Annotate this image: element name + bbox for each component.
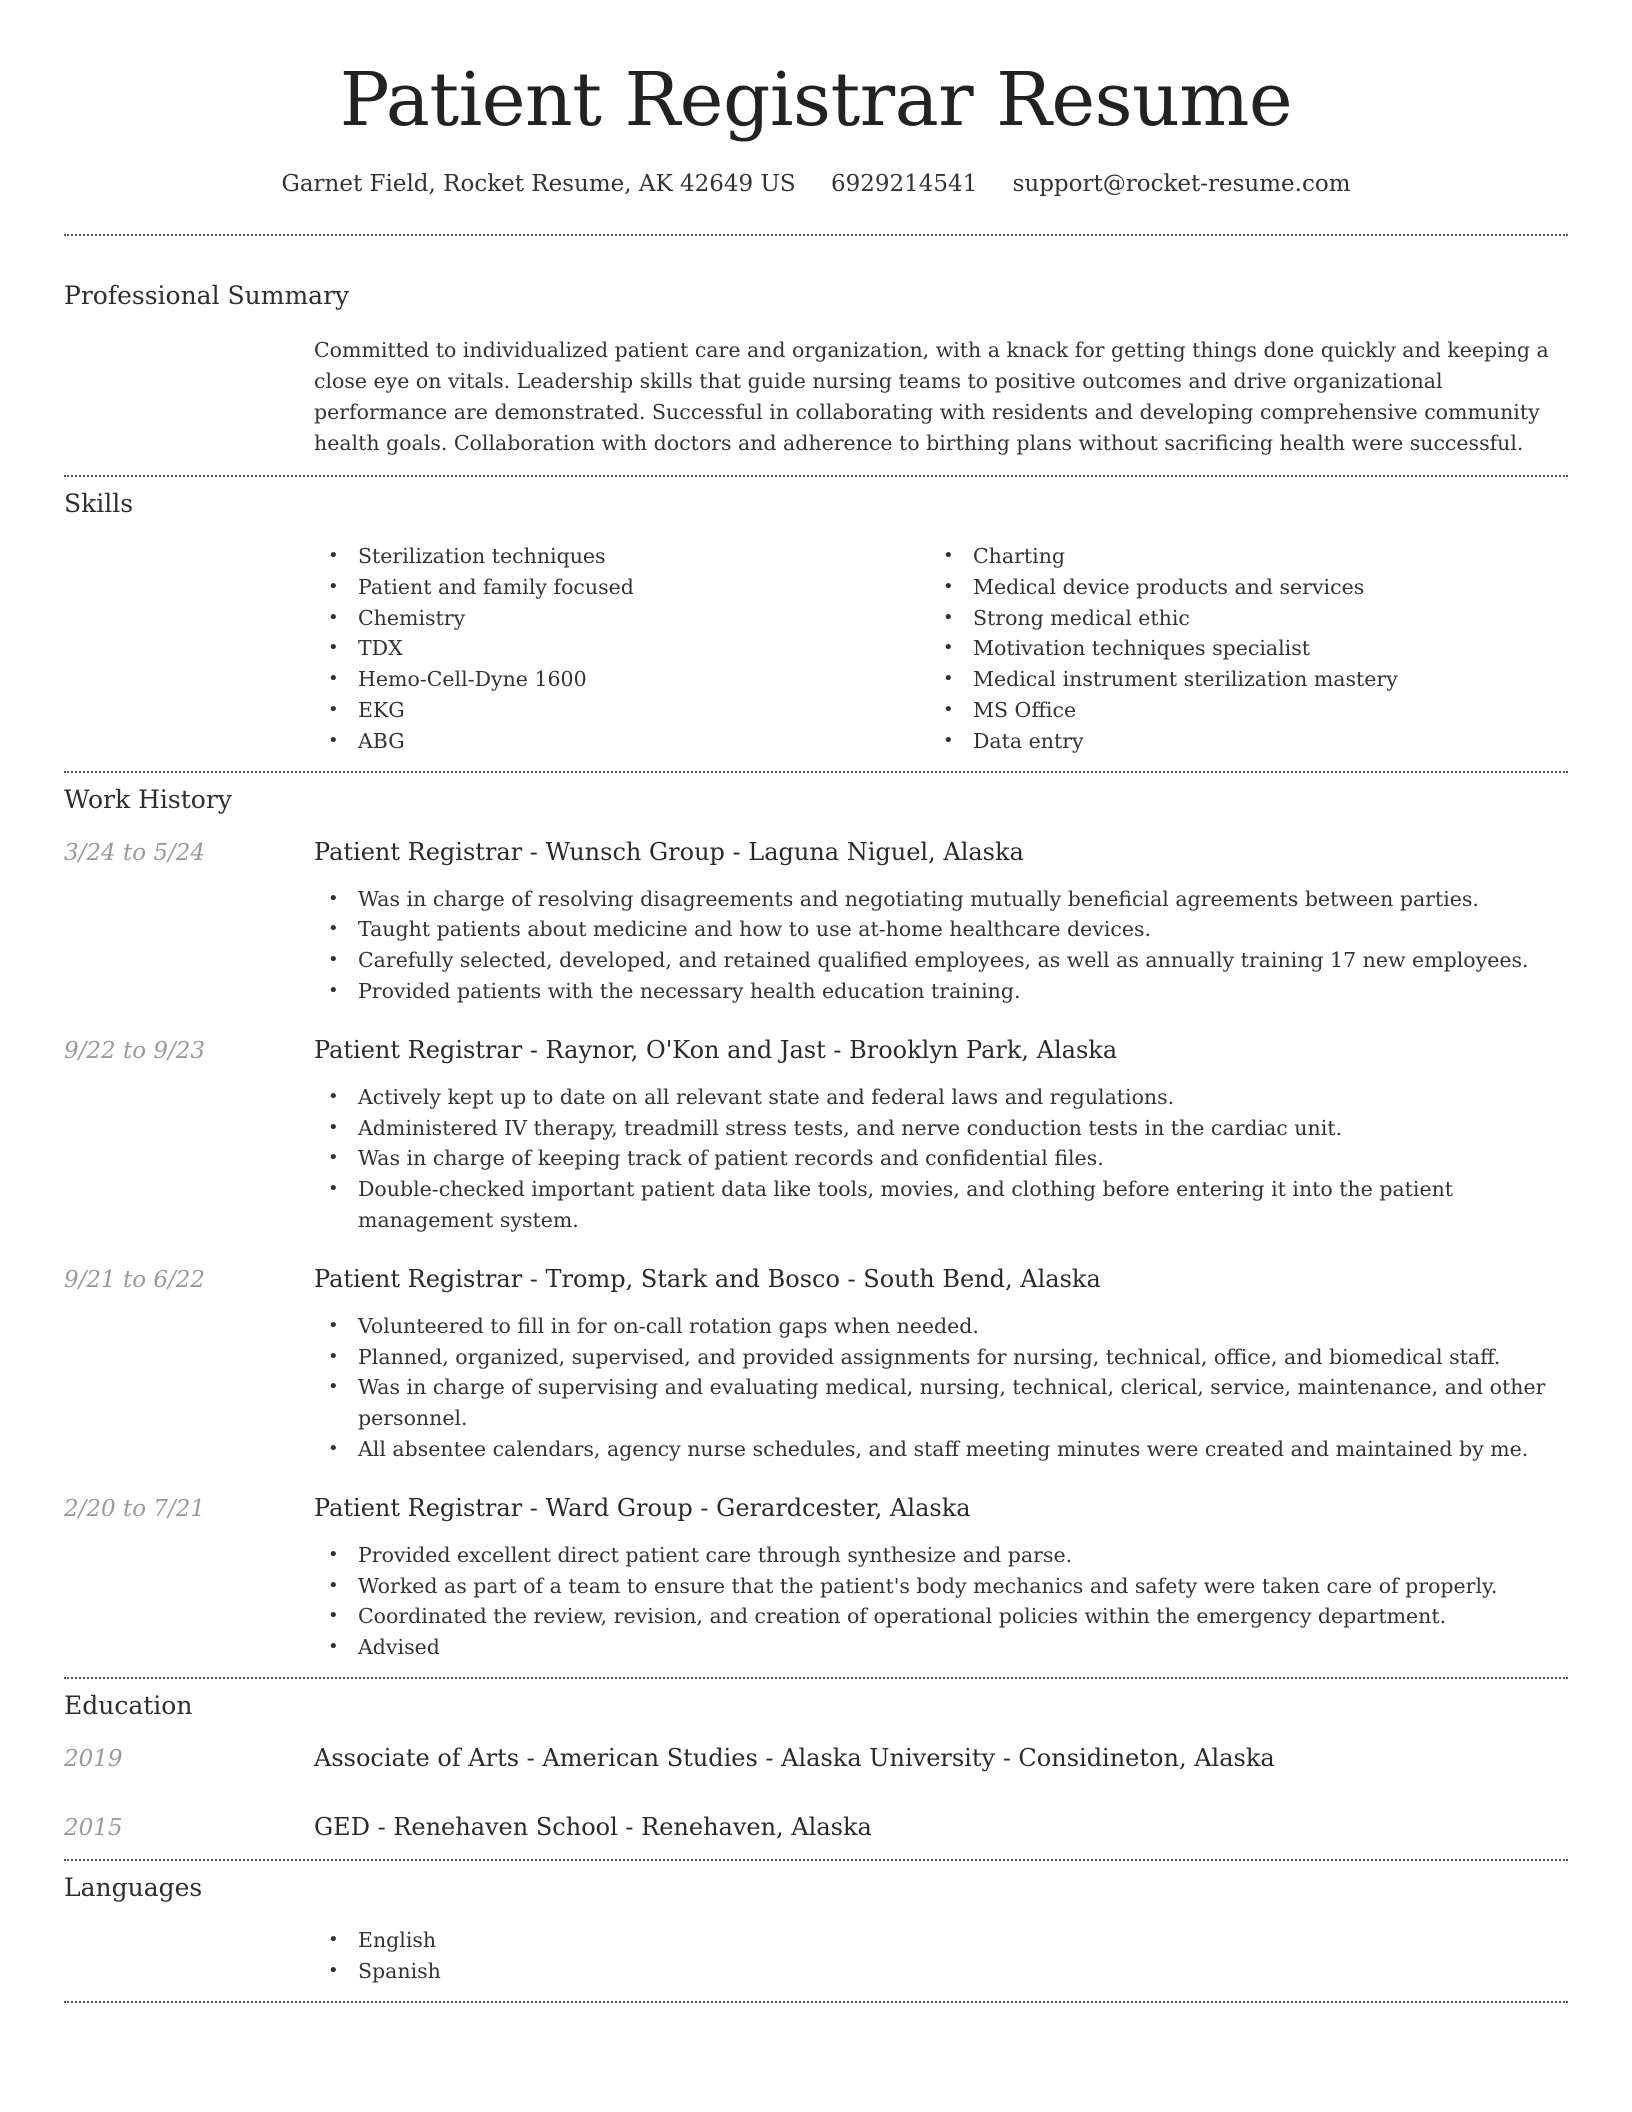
job-bullet: • Carefully selected, developed, and retained qualified employees, as well as annually training 17 new employees. (314, 945, 1568, 976)
job-date: 2/20 to 7/21 (64, 1495, 206, 1522)
job-title: Patient Registrar - Wunsch Group - Laguna Niguel, Alaska (314, 837, 1024, 866)
job-bullet: • Double-checked important patient data like tools, movies, and clothing before entering it into the patient management system. (314, 1174, 1568, 1236)
job-bullet: • Advised (314, 1632, 1568, 1663)
contact-email: support@rocket-resume.com (1012, 171, 1351, 197)
job-bullet: • Coordinated the review, revision, and creation of operational policies within the emergency department. (314, 1601, 1568, 1632)
job-bullet: • Provided patients with the necessary health education training. (314, 976, 1568, 1007)
job-date: 9/21 to 6/22 (64, 1266, 206, 1293)
skill-item: • Charting (929, 541, 1544, 572)
skills-section (64, 477, 1568, 771)
job-bullet: • Was in charge of supervising and evaluating medical, nursing, technical, clerical, service, maintenance, and other personnel. (314, 1372, 1568, 1434)
skill-item: • Chemistry (314, 603, 929, 634)
summary-text: Committed to individualized patient care and organization, with a knack for getting things done quickly and keeping a close eye on vitals. Leadership skills that guide nursing teams to positive outcomes and drive organizational performance are demonstrated. Successful in collaborating with residents and developing comprehensive community health goals. Collaboration with doctors and adherence to birthing plans without sacrificing health were successful. (314, 338, 1549, 455)
contact-address: Garnet Field, Rocket Resume, AK 42649 US (281, 171, 796, 197)
education-degree: GED - Renehaven School - Renehaven, Alaska (314, 1812, 872, 1841)
job-entry (64, 1033, 1568, 1236)
resume-title: Patient Registrar Resume (339, 57, 1293, 143)
languages-heading: Languages (64, 1872, 203, 1902)
job-date: 9/22 to 9/23 (64, 1037, 206, 1064)
languages-list (314, 1925, 1568, 1987)
job-bullets (314, 884, 1568, 1007)
job-bullet: • Volunteered to fill in for on-call rotation gaps when needed. (314, 1311, 1568, 1342)
job-bullet: • Provided excellent direct patient care through synthesize and parse. (314, 1540, 1568, 1571)
languages-section (64, 1861, 1568, 2001)
job-bullets (314, 1082, 1568, 1236)
job-entry (64, 1491, 1568, 1663)
language-item: • Spanish (314, 1956, 1568, 1987)
job-bullet: • All absentee calendars, agency nurse schedules, and staff meeting minutes were created and maintained by me. (314, 1434, 1568, 1465)
job-entry (64, 1262, 1568, 1465)
work-history-heading: Work History (64, 784, 232, 814)
skills-columns (314, 541, 1568, 757)
education-heading: Education (64, 1690, 193, 1720)
skills-list-right (929, 541, 1544, 757)
skill-item: • MS Office (929, 695, 1544, 726)
education-year: 2019 (64, 1745, 123, 1772)
job-bullet: • Was in charge of keeping track of patient records and confidential files. (314, 1143, 1568, 1174)
job-bullets (314, 1540, 1568, 1663)
job-bullet: • Planned, organized, supervised, and provided assignments for nursing, technical, office, and biomedical staff. (314, 1342, 1568, 1373)
contact-phone: 6929214541 (830, 171, 978, 197)
work-history-section (64, 773, 1568, 1677)
skill-item: • Hemo-Cell-Dyne 1600 (314, 664, 929, 695)
job-entry (64, 835, 1568, 1007)
language-item: • English (314, 1925, 1568, 1956)
skill-item: • EKG (314, 695, 929, 726)
job-date: 3/24 to 5/24 (64, 839, 206, 866)
skill-item: • Medical device products and services (929, 572, 1544, 603)
skill-item: • Patient and family focused (314, 572, 929, 603)
contact-line (64, 168, 1568, 200)
skill-item: • Data entry (929, 726, 1544, 757)
job-bullet: • Was in charge of resolving disagreements and negotiating mutually beneficial agreements between parties. (314, 884, 1568, 915)
skill-item: • TDX (314, 633, 929, 664)
summary-heading: Professional Summary (64, 281, 350, 310)
education-section (64, 1679, 1568, 1859)
job-bullet: • Taught patients about medicine and how to use at-home healthcare devices. (314, 914, 1568, 945)
skills-heading: Skills (64, 489, 134, 518)
job-title: Patient Registrar - Ward Group - Gerardcester, Alaska (314, 1493, 971, 1522)
education-entry (64, 1741, 1568, 1776)
education-entry (64, 1810, 1568, 1845)
education-year: 2015 (64, 1814, 123, 1841)
job-bullets (314, 1311, 1568, 1465)
section-divider (64, 2001, 1568, 2003)
job-title: Patient Registrar - Raynor, O'Kon and Jast - Brooklyn Park, Alaska (314, 1035, 1118, 1064)
skills-list-left (314, 541, 929, 757)
job-bullet: • Administered IV therapy, treadmill stress tests, and nerve conduction tests in the cardiac unit. (314, 1113, 1568, 1144)
job-bullet: • Worked as part of a team to ensure that the patient's body mechanics and safety were taken care of properly. (314, 1571, 1568, 1602)
skill-item: • ABG (314, 726, 929, 757)
education-degree: Associate of Arts - American Studies - Alaska University - Considineton, Alaska (314, 1743, 1275, 1772)
skill-item: • Strong medical ethic (929, 603, 1544, 634)
skill-item: • Motivation techniques specialist (929, 633, 1544, 664)
job-bullet: • Actively kept up to date on all relevant state and federal laws and regulations. (314, 1082, 1568, 1113)
job-title: Patient Registrar - Tromp, Stark and Bosco - South Bend, Alaska (314, 1264, 1101, 1293)
skill-item: • Medical instrument sterilization mastery (929, 664, 1544, 695)
summary-section (64, 236, 1568, 475)
skill-item: • Sterilization techniques (314, 541, 929, 572)
